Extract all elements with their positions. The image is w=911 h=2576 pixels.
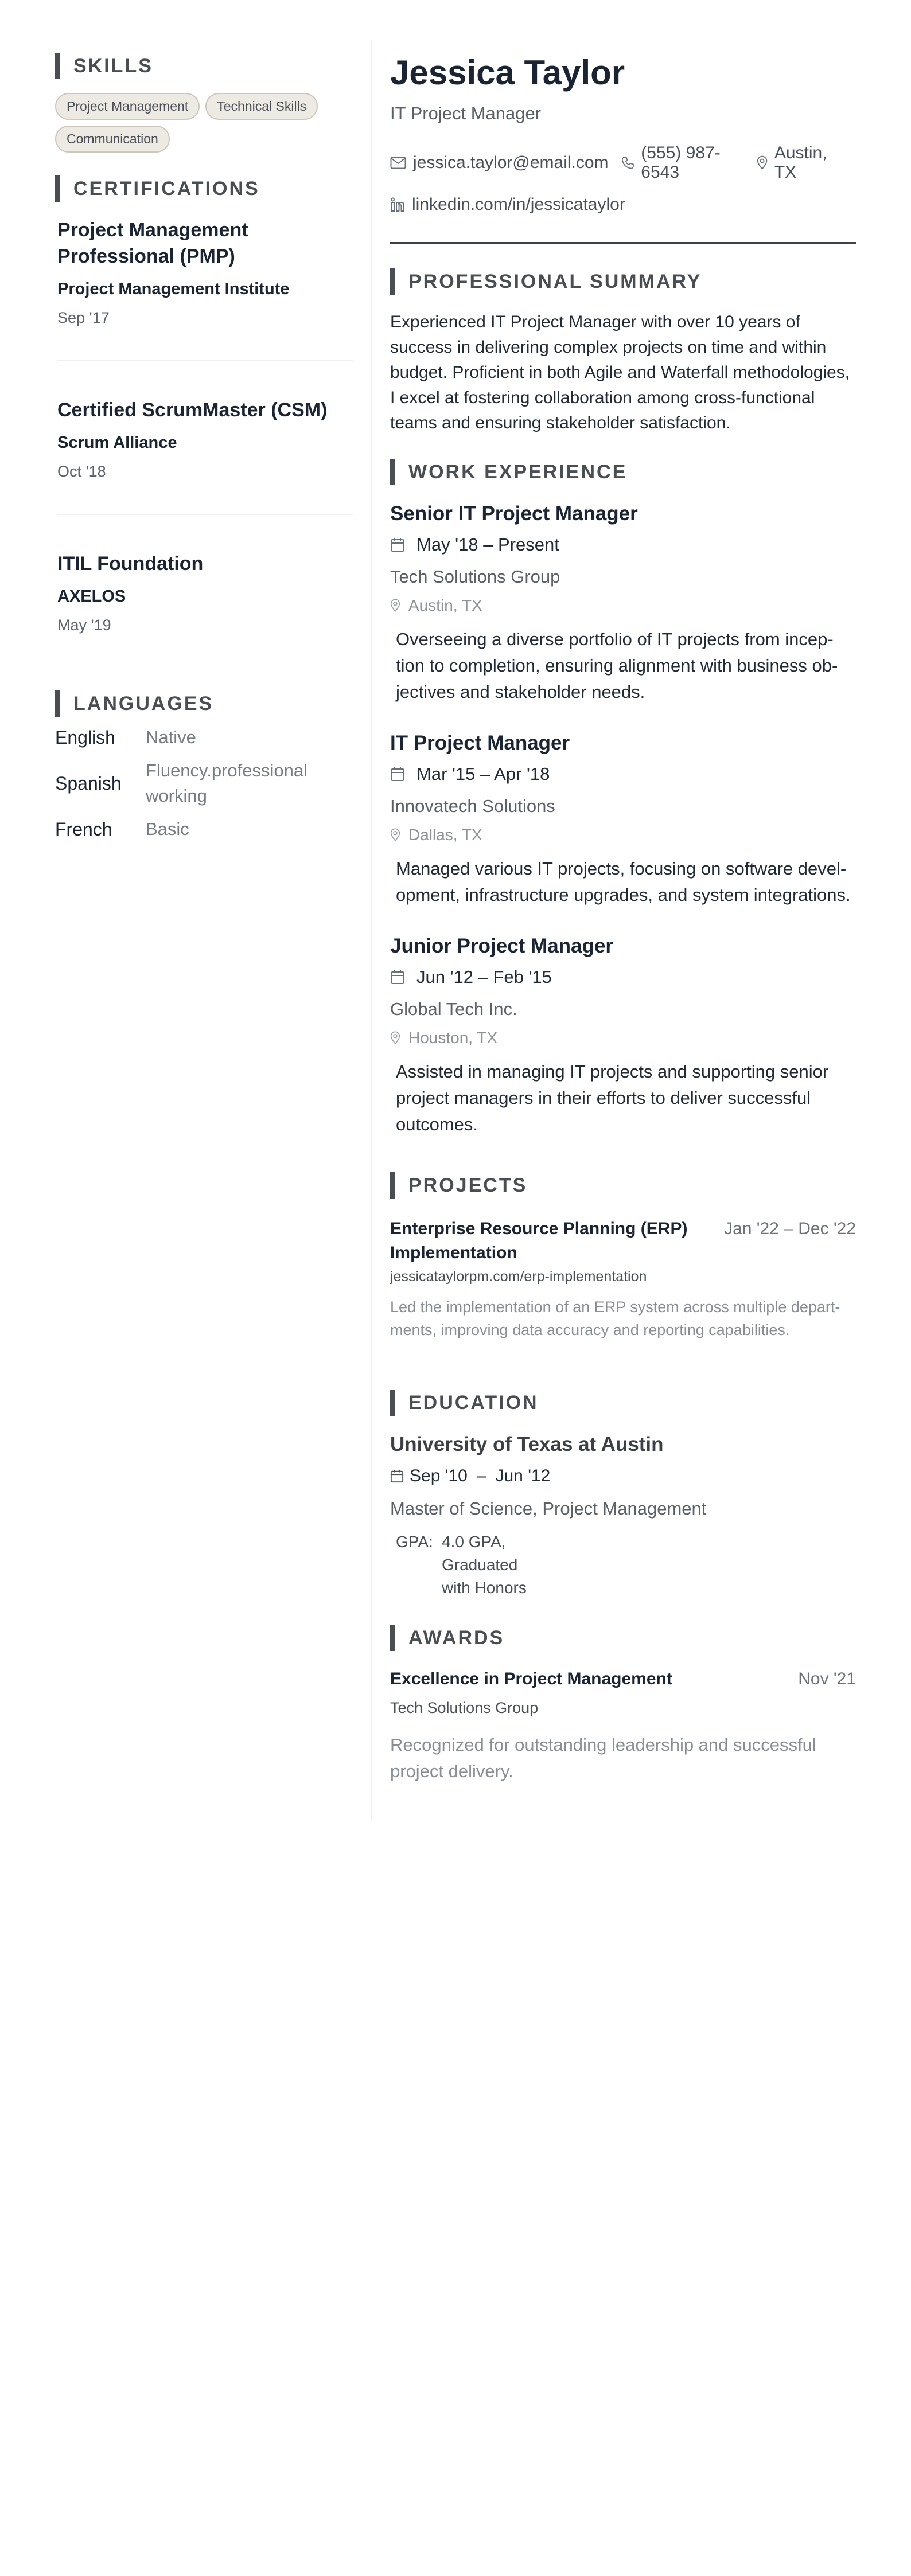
candidate-title: IT Project Manager [390,103,542,123]
right-column [390,53,856,1785]
candidate-name: Jessica Taylor [390,53,625,92]
projects-heading [390,1172,856,1199]
project-link[interactable]: jessicataylorpm.com/erp-implementation [390,1269,647,1285]
language-level: Native [146,727,196,747]
project-header-row [390,1217,856,1265]
section-accent-bar [390,1172,395,1199]
location-pin-icon [390,828,400,842]
contact-phone[interactable] [621,143,744,182]
job-dates: Jun '12 – Feb '15 [416,967,552,987]
project-description: Led the implementation of an ERP system across multiple depart-ments, improving data accuracy and reporting capabilities. [390,1298,840,1338]
certification-date: Sep '17 [57,309,110,326]
location-pin-icon [390,599,400,612]
location-pin-icon [390,1031,400,1045]
calendar-icon [390,767,405,782]
project-title: Enterprise Resource Planning (ERP) Implementation [390,1219,688,1262]
language-level: Fluency.professional working [146,760,308,806]
linkedin-text: linkedin.com/in/jessicataylor [412,195,625,214]
job-description: Overseeing a diverse portfolio of IT projects from incep-tion to completion, ensuring alignment with business ob-jectives and stakeholder needs. [396,629,838,702]
left-column [55,53,353,842]
certification-date: May '19 [57,616,111,634]
phone-text: (555) 987-6543 [641,143,721,182]
award-header-row [390,1669,856,1689]
job-dates: May '18 – Present [416,534,559,555]
section-accent-bar [390,1390,395,1416]
linkedin-icon [390,197,405,212]
job-entry [390,501,856,705]
certification-name: ITIL Foundation [57,553,204,575]
award-date: Nov '21 [798,1669,856,1688]
job-location-row [390,826,856,844]
section-accent-bar [55,175,60,202]
skill-tag: Technical Skills [205,93,318,120]
job-location: Dallas, TX [408,826,482,844]
job-description: Managed various IT projects, focusing on software devel-opment, infrastructure upgrades, and system integrations. [396,858,851,905]
certification-name: Project Management Professional (PMP) [57,219,248,267]
job-location-row [390,596,856,615]
job-entry [390,934,856,1138]
certification-item [55,217,353,328]
job-entry [390,731,856,908]
contact-row [390,143,856,182]
skill-tag: Project Management [55,93,200,120]
language-name: French [55,819,112,840]
summary-heading [390,268,856,295]
experience-heading [390,459,856,485]
summary-heading-text: PROFESSIONAL SUMMARY [408,270,702,292]
location-pin-icon [757,155,768,171]
education-degree: Master of Science, Project Management [390,1498,707,1519]
summary-text: Experienced IT Project Manager with over 10 years of success in delivering complex projects on time and within budget. Proficient in both Agile and Waterfall methodologies, I excel at fostering collaboration among cross-functional teams and ensuring stakeholder satisfaction. [390,313,850,432]
resume-header [390,53,856,244]
language-name: Spanish [55,773,122,794]
skills-heading-text: SKILLS [73,54,153,77]
certifications-section [55,175,353,635]
project-entry [390,1217,856,1341]
certification-date: Oct '18 [57,463,106,480]
gpa-label: GPA: [396,1533,433,1551]
awards-section [390,1625,856,1785]
certification-org: Scrum Alliance [57,434,177,452]
calendar-icon [390,1469,404,1483]
job-dates-row [390,534,856,555]
education-start: Sep '10 [410,1466,468,1485]
section-accent-bar [390,459,395,485]
skills-section [55,53,353,153]
gpa-value: 4.0 GPA, Graduated with Honors [442,1533,527,1597]
awards-heading-text: AWARDS [408,1626,505,1649]
education-end: Jun '12 [495,1466,551,1485]
job-location-row [390,1029,856,1047]
certifications-heading-text: CERTIFICATIONS [73,177,260,200]
job-title: IT Project Manager [390,732,570,754]
email-icon [390,157,406,169]
header-divider [390,242,856,244]
job-company: Tech Solutions Group [390,567,560,587]
certification-item [55,551,353,635]
language-name: English [55,727,115,748]
projects-section [390,1172,856,1341]
language-row [55,725,353,750]
award-org: Tech Solutions Group [390,1699,539,1716]
phone-icon [621,155,634,170]
languages-heading [55,690,353,717]
education-gpa-row [396,1531,856,1599]
job-title: Senior IT Project Manager [390,502,638,525]
contact-row-linkedin [390,195,856,214]
calendar-icon [390,970,405,985]
calendar-icon [390,537,405,552]
contact-linkedin[interactable] [390,195,625,214]
section-accent-bar [55,53,60,79]
awards-heading [390,1625,856,1651]
contact-location [757,143,843,182]
section-accent-bar [390,268,395,295]
job-dates: Mar '15 – Apr '18 [416,764,550,784]
language-row [55,817,353,842]
languages-list [55,725,353,842]
email-text: jessica.taylor@email.com [413,153,609,172]
certification-name: Certified ScrumMaster (CSM) [57,399,328,421]
job-dates-row [390,967,856,988]
job-title: Junior Project Manager [390,935,613,957]
section-accent-bar [390,1625,395,1651]
education-dates-row [390,1466,856,1486]
education-heading [390,1390,856,1416]
contact-email[interactable] [390,153,609,173]
certification-item [55,397,353,482]
education-school: University of Texas at Austin [390,1433,664,1455]
experience-heading-text: WORK EXPERIENCE [408,460,628,483]
award-entry [390,1669,856,1785]
job-location: Houston, TX [408,1029,498,1047]
section-accent-bar [55,690,60,717]
skills-heading [55,53,353,79]
skills-tags [55,93,353,153]
language-row [55,758,353,809]
summary-section [390,268,856,436]
certification-org: AXELOS [57,587,126,606]
location-text: Austin, TX [774,143,827,182]
date-separator: – [476,1466,486,1485]
skill-tag: Communication [55,126,170,153]
language-level: Basic [146,819,189,839]
certification-org: Project Management Institute [57,280,290,298]
projects-heading-text: PROJECTS [408,1174,528,1196]
job-company: Global Tech Inc. [390,999,517,1019]
languages-section [55,690,353,842]
project-dates: Jan '22 – Dec '22 [724,1219,856,1238]
job-company: Innovatech Solutions [390,796,555,816]
languages-heading-text: LANGUAGES [73,692,214,715]
experience-section [390,459,856,1138]
job-location: Austin, TX [408,596,482,614]
certification-divider [57,360,353,361]
education-heading-text: EDUCATION [408,1391,539,1414]
award-description: Recognized for outstanding leadership and successful project delivery. [390,1735,816,1781]
job-dates-row [390,764,856,784]
certifications-heading [55,175,353,202]
education-section [390,1390,856,1599]
column-divider [371,40,372,1821]
job-description: Assisted in managing IT projects and supporting senior project managers in their efforts to deliver successful outcomes. [396,1061,829,1134]
award-title: Excellence in Project Management [390,1669,672,1688]
certification-divider [57,514,353,515]
